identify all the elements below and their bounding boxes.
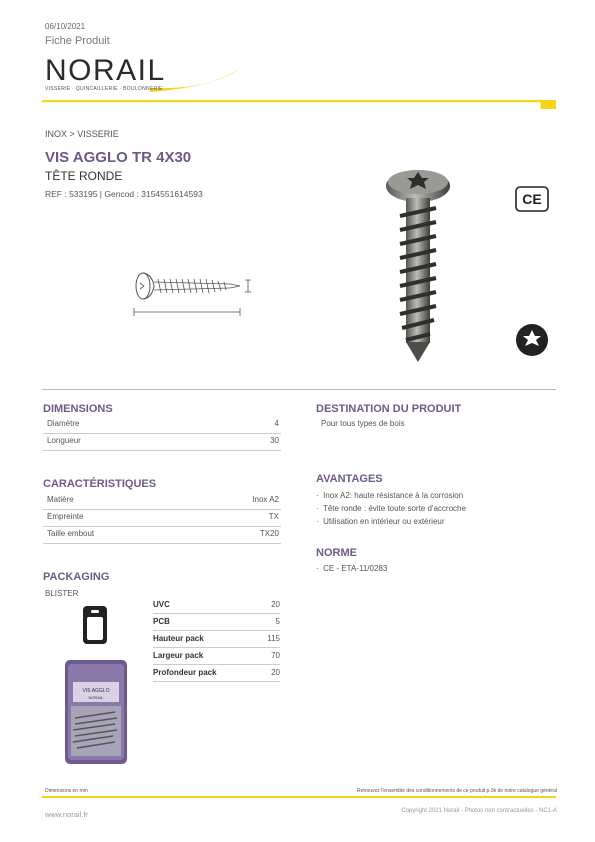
footer-divider — [42, 796, 556, 798]
product-title: VIS AGGLO TR 4X30 — [45, 149, 192, 166]
product-subtitle: TÊTE RONDE — [45, 169, 123, 183]
row-label: Empreinte — [47, 512, 84, 521]
row-label: PCB — [153, 617, 170, 626]
row-value: 30 — [270, 436, 279, 445]
list-item: · CE - ETA-11/0283 — [316, 564, 388, 573]
blister-pack-icon — [82, 605, 108, 645]
document-date: 06/10/2021 — [45, 22, 86, 31]
table-row — [43, 433, 281, 451]
row-value: 20 — [271, 600, 280, 609]
table-row — [43, 509, 281, 527]
row-label: UVC — [153, 600, 170, 609]
row-value: TX — [268, 512, 279, 521]
catalog-note: Retrouvez l'ensemble des conditionnements de ce produit p.9k de notre catalogue général — [357, 788, 557, 794]
list-item: · Tête ronde : évite toute sorte d'accroche — [316, 504, 466, 513]
header-divider — [42, 100, 556, 109]
screw-drawing-icon — [130, 268, 255, 320]
svg-text:VIS AGGLO: VIS AGGLO — [82, 688, 110, 694]
row-label: Profondeur pack — [153, 668, 217, 677]
row-value: 5 — [275, 617, 280, 626]
breadcrumb: INOX > VISSERIE — [45, 129, 119, 139]
table-row — [43, 492, 281, 510]
characteristics-title: CARACTÉRISTIQUES — [43, 478, 157, 490]
packaging-type: BLISTER — [45, 589, 79, 598]
section-divider — [42, 389, 556, 390]
norm-title: NORME — [316, 547, 357, 559]
document-type: Fiche Produit — [45, 35, 110, 47]
ce-mark-icon — [515, 186, 549, 212]
row-label: Hauteur pack — [153, 634, 204, 643]
advantages-title: AVANTAGES — [316, 473, 383, 485]
brand-tagline: VISSERIE · QUINCAILLERIE · BOULONNERIE — [45, 86, 163, 92]
row-value: TX20 — [259, 529, 279, 538]
blister-photo-icon — [65, 660, 127, 764]
row-label: Diamètre — [47, 419, 80, 428]
row-label: Longueur — [47, 436, 81, 445]
advantages-list — [316, 489, 466, 528]
row-value: Inox A2 — [252, 495, 279, 504]
table-row — [43, 526, 281, 544]
table-row — [153, 597, 280, 614]
brand-logo: NORAIL — [45, 54, 166, 87]
table-row — [153, 614, 280, 631]
logo-swoosh-icon — [150, 62, 245, 94]
svg-text:CE: CE — [522, 191, 542, 207]
row-value: 115 — [267, 634, 280, 643]
row-label: Matière — [47, 495, 74, 504]
svg-text:NORAIL: NORAIL — [88, 695, 104, 700]
table-row — [153, 665, 280, 682]
norm-list — [316, 562, 387, 575]
copyright-text: Copyright 2021 Norail - Photos non contractuelles - NC1-A — [401, 808, 557, 814]
dimensions-title: DIMENSIONS — [43, 403, 113, 415]
row-value: 70 — [271, 651, 280, 660]
table-row — [43, 416, 281, 434]
row-value: 20 — [271, 668, 280, 677]
row-value: 4 — [274, 419, 279, 428]
product-reference: REF : 533195 | Gencod : 3154551614593 — [45, 189, 203, 199]
destination-text: Pour tous types de bois — [321, 419, 405, 428]
destination-title: DESTINATION DU PRODUIT — [316, 403, 462, 415]
torx-drive-icon — [515, 323, 549, 357]
row-label: Taille embout — [47, 529, 95, 538]
website-link[interactable]: www.norail.fr — [45, 810, 88, 819]
row-label: Largeur pack — [153, 651, 204, 660]
product-photo-icon — [378, 164, 458, 364]
packaging-title: PACKAGING — [43, 571, 110, 583]
table-row — [153, 631, 280, 648]
dimensions-note: Dimensions en mm — [45, 788, 88, 794]
list-item: · Inox A2: haute résistance à la corrosion — [316, 491, 464, 500]
list-item: · Utilisation en intérieur ou extérieur — [316, 517, 445, 526]
table-row — [153, 648, 280, 665]
